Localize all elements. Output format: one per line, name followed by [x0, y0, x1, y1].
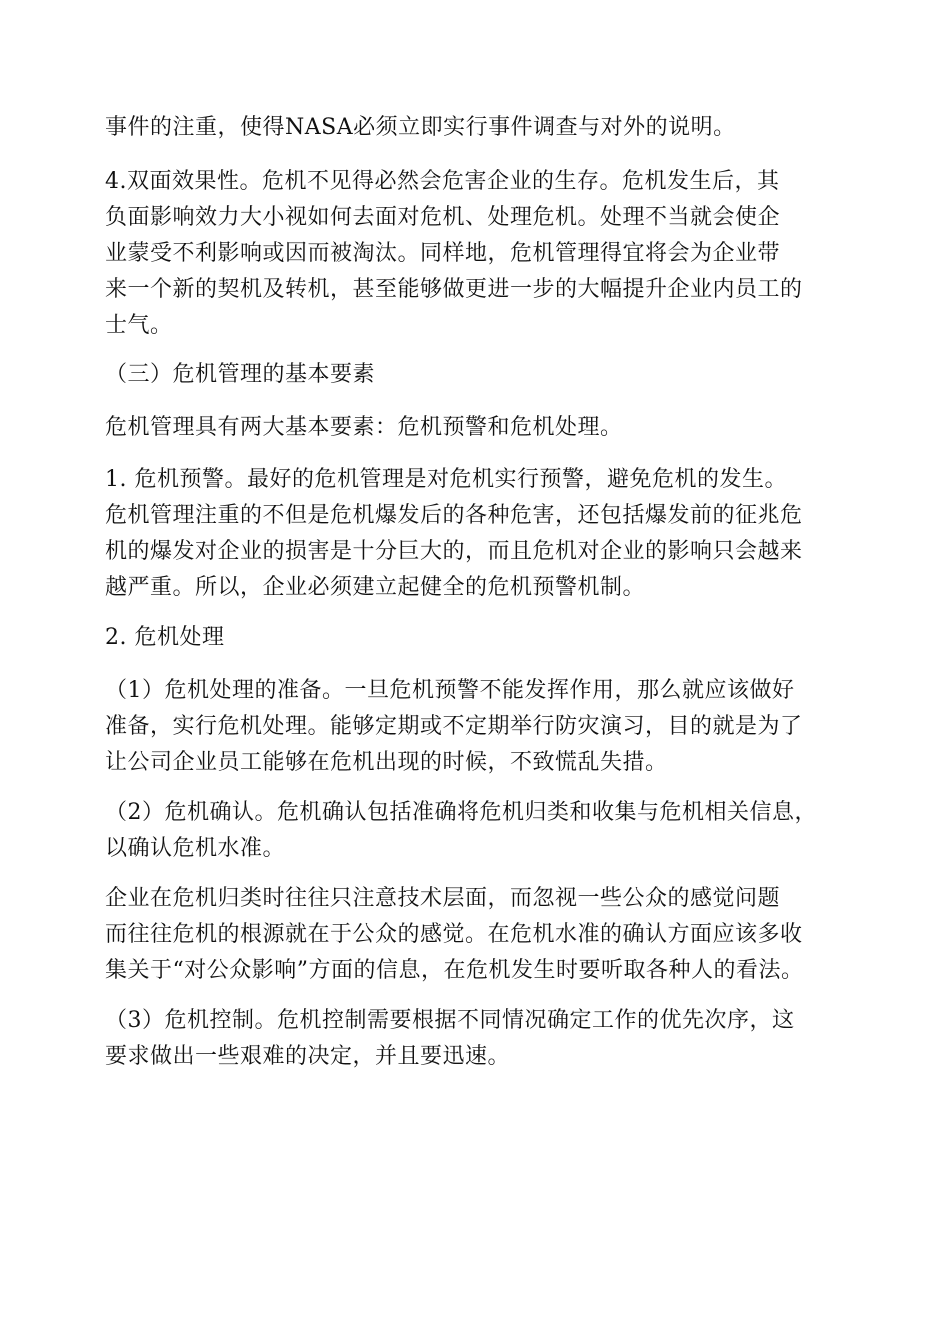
- text-line: 准备，实行危机处理。能够定期或不定期举行防灾演习，目的就是为了: [105, 714, 803, 739]
- paragraph-crisis-control: [105, 1003, 865, 1075]
- paragraph-public-perception: [105, 881, 865, 989]
- text-line: 危机管理具有两大基本要素：危机预警和危机处理。: [105, 415, 623, 440]
- text-line: （2）危机确认。危机确认包括准确将危机归类和收集与危机相关信息，: [105, 800, 817, 825]
- text-line: 负面影响效力大小视如何去面对危机、处理危机。处理不当就会使企: [105, 205, 781, 230]
- paragraph-dual-effect: [105, 164, 865, 344]
- text-line: 来一个新的契机及转机，甚至能够做更进一步的大幅提升企业内员工的: [105, 277, 803, 302]
- paragraph-nasa-investigation: [105, 110, 865, 146]
- text-line: 1. 危机预警。最好的危机管理是对危机实行预警，避免危机的发生。: [105, 467, 787, 492]
- text-line: 集关于“对公众影响”方面的信息，在危机发生时要听取各种人的看法。: [105, 958, 804, 983]
- text-line: 让公司企业员工能够在危机出现的时候，不致慌乱失措。: [105, 750, 668, 775]
- text-line: 业蒙受不利影响或因而被淘汰。同样地，危机管理得宜将会为企业带: [105, 241, 781, 266]
- text-line: 机的爆发对企业的损害是十分巨大的，而且危机对企业的影响只会越来: [105, 539, 803, 564]
- text-line: 企业在危机归类时往往只注意技术层面，而忽视一些公众的感觉问题: [105, 886, 781, 911]
- text-line: （三）危机管理的基本要素: [105, 362, 376, 387]
- paragraph-crisis-confirmation: [105, 795, 865, 867]
- paragraph-crisis-warning: [105, 462, 865, 606]
- text-line: （1）危机处理的准备。一旦危机预警不能发挥作用，那么就应该做好: [105, 678, 795, 703]
- section-heading-basic-elements: [105, 357, 865, 393]
- text-line: 4.双面效果性。危机不见得必然会危害企业的生存。危机发生后，其: [105, 169, 780, 194]
- text-line: 2. 危机处理: [105, 625, 225, 650]
- text-line: 越严重。所以，企业必须建立起健全的危机预警机制。: [105, 575, 646, 600]
- paragraph-handling-preparation: [105, 673, 865, 781]
- text-line: 以确认危机水准。: [105, 836, 286, 861]
- text-line: （3）危机控制。危机控制需要根据不同情况确定工作的优先次序，这: [105, 1008, 795, 1033]
- text-line: 士气。: [105, 313, 173, 338]
- text-line: 事件的注重，使得NASA必须立即实行事件调查与对外的说明。: [105, 115, 736, 140]
- paragraph-two-elements: [105, 410, 865, 446]
- text-line: 危机管理注重的不但是危机爆发后的各种危害，还包括爆发前的征兆危: [105, 503, 803, 528]
- text-line: 要求做出一些艰难的决定，并且要迅速。: [105, 1044, 511, 1069]
- text-line: 而往往危机的根源就在于公众的感觉。在危机水准的确认方面应该多收: [105, 922, 803, 947]
- subheading-crisis-handling: [105, 620, 865, 656]
